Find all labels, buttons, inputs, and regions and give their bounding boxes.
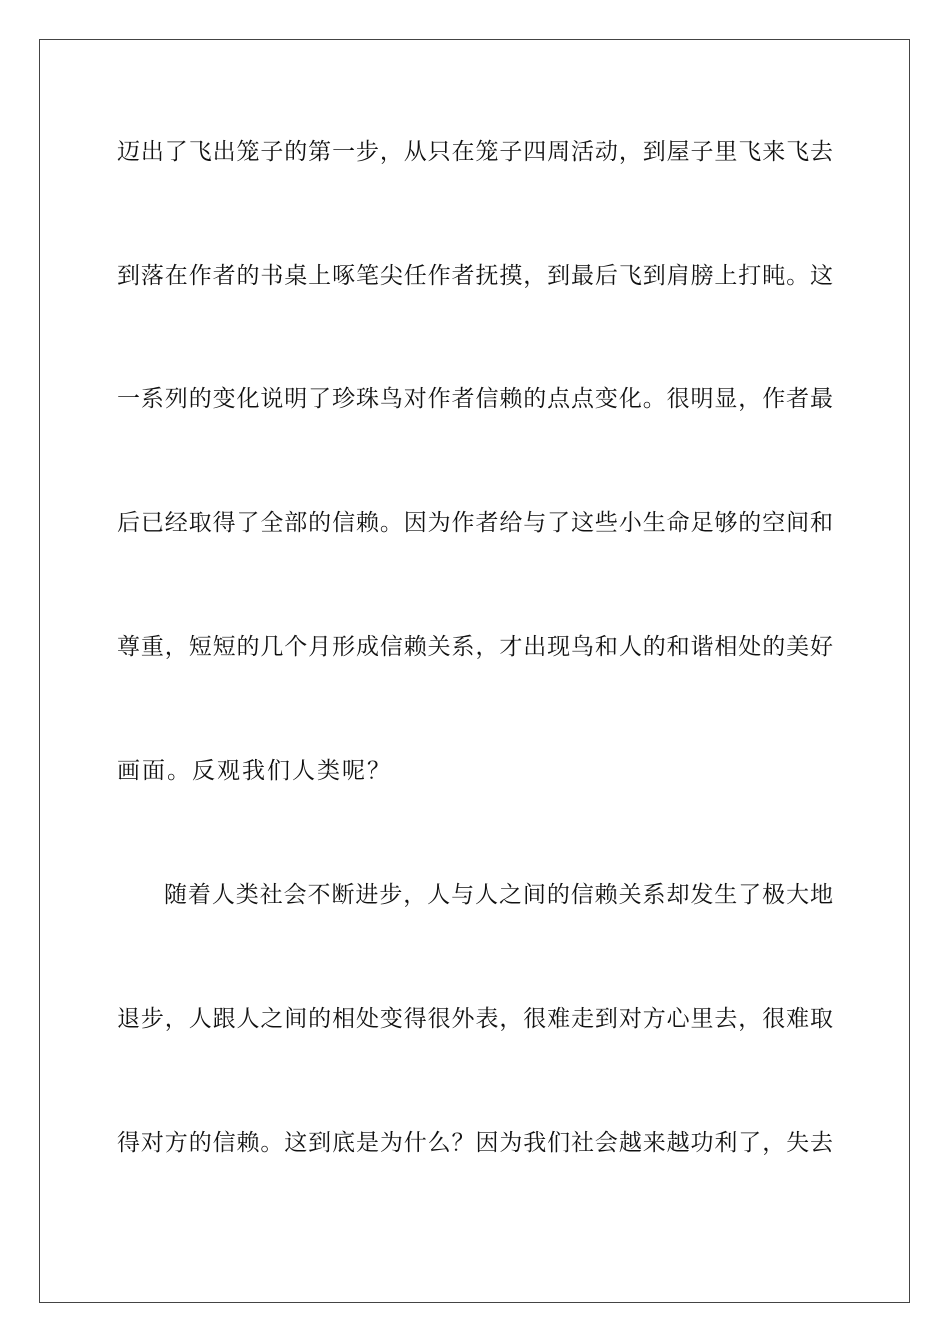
paragraph-line-6: 画面。反观我们人类呢？	[117, 758, 392, 784]
paragraph-line-4: 后已经取得了全部的信赖。因为作者给与了这些小生命足够的空间和	[117, 510, 833, 536]
paragraph-line-7: 随着人类社会不断进步，人与人之间的信赖关系却发生了极大地	[164, 882, 833, 908]
paragraph-line-8: 退步，人跟人之间的相处变得很外表，很难走到对方心里去，很难取	[117, 1006, 833, 1032]
paragraph-line-3: 一系列的变化说明了珍珠鸟对作者信赖的点点变化。很明显，作者最	[117, 386, 833, 412]
paragraph-line-9: 得对方的信赖。这到底是为什么？因为我们社会越来越功利了，失去	[117, 1130, 833, 1156]
paragraph-line-2: 到落在作者的书桌上啄笔尖任作者抚摸，到最后飞到肩膀上打盹。这	[117, 263, 833, 289]
page-frame	[39, 39, 910, 1303]
paragraph-line-5: 尊重，短短的几个月形成信赖关系，才出现鸟和人的和谐相处的美好	[117, 634, 833, 660]
paragraph-line-1: 迈出了飞出笼子的第一步，从只在笼子四周活动，到屋子里飞来飞去	[117, 139, 833, 165]
